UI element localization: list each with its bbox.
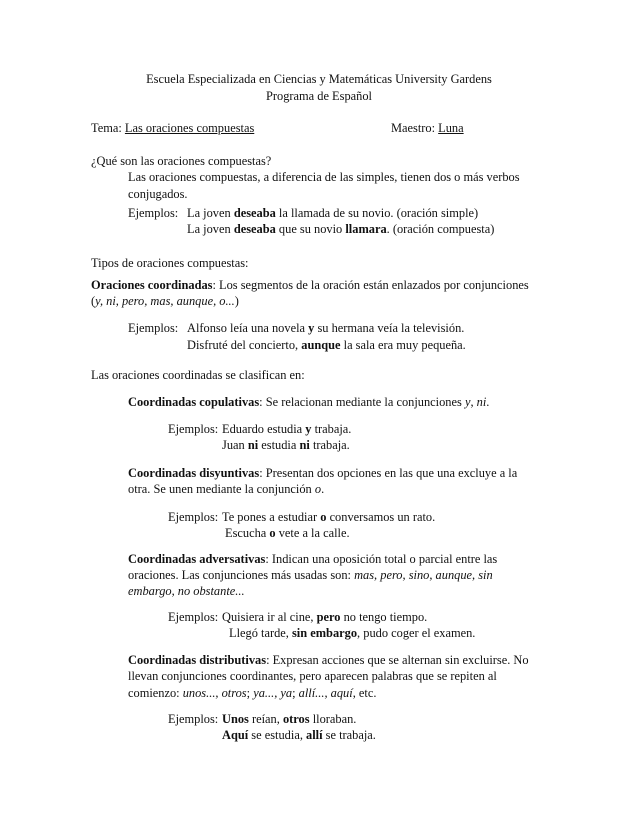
coordinadas-example-2	[187, 338, 466, 353]
ex-bold: sin embargo	[291, 626, 358, 640]
conj: allí..., aquí	[298, 686, 353, 700]
ex-text: , pudo coger el examen.	[357, 626, 476, 640]
conj-list: mas, pero, sino, aunque, sin	[354, 568, 493, 582]
disyuntivas-example-1	[222, 510, 435, 525]
disyuntivas-line2	[128, 482, 324, 497]
paren: )	[234, 294, 239, 308]
coordinadas-desc: : Los segmentos de la oración están enlazados por conjunciones	[212, 278, 529, 292]
ex-text: vete a la calle.	[278, 526, 350, 540]
ex-text: se estudia,	[251, 728, 303, 742]
distributivas-title: Coordinadas distributivas	[128, 653, 267, 667]
adversativas-line3	[128, 584, 245, 599]
classify-title: Las oraciones coordinadas se clasifican en:	[91, 368, 305, 382]
program-text: Programa de Español	[266, 89, 372, 103]
teacher-value: Luna	[438, 121, 464, 135]
ex-text: la llamada de su novio. (oración simple)	[278, 206, 479, 220]
ex-text: no tengo tiempo.	[343, 610, 428, 624]
sep: ;	[246, 686, 251, 700]
ex-text: trabaja.	[312, 438, 350, 452]
ex-bold: ni	[299, 438, 310, 452]
conj: y	[464, 395, 471, 409]
ex-text: la sala era muy pequeña.	[343, 338, 466, 352]
ex-text: La joven	[187, 222, 231, 236]
distributivas-example-2	[222, 728, 376, 743]
ex-bold: Aquí	[222, 728, 249, 742]
ex-text: conversamos un rato.	[329, 510, 436, 524]
coordinadas-conjunctions	[91, 294, 239, 309]
ex-bold: y	[308, 321, 315, 335]
ex-text: . (oración compuesta)	[386, 222, 495, 236]
sep: ,	[470, 395, 474, 409]
topic-line	[91, 121, 254, 136]
disyuntivas-title: Coordinadas disyuntivas	[128, 466, 260, 480]
sep: .	[321, 482, 325, 496]
adversativas-examples-label: Ejemplos:	[168, 610, 219, 624]
teacher-label: Maestro:	[391, 121, 436, 135]
coordinadas-definition	[91, 278, 529, 293]
intro-question: ¿Qué son las oraciones compuestas?	[91, 154, 272, 168]
ex-bold: allí	[306, 728, 323, 742]
line-text: comienzo:	[128, 686, 180, 700]
distributivas-definition	[128, 653, 529, 668]
ex-text: Llegó tarde,	[229, 626, 289, 640]
ex-text: que su novio	[278, 222, 343, 236]
coordinadas-title: Oraciones coordinadas	[91, 278, 213, 292]
disyuntivas-example-2	[225, 526, 350, 541]
line-text: , etc.	[352, 686, 377, 700]
line-text: oraciones. Las conjunciones más usadas son:	[128, 568, 351, 582]
adversativas-line2	[128, 568, 493, 583]
conj-list: embargo, no obstante...	[128, 584, 245, 598]
ex-text: se trabaja.	[325, 728, 376, 742]
ex-bold: aunque	[301, 338, 341, 352]
school-text: Escuela Especializada en Ciencias y Matemáticas University Gardens	[146, 72, 492, 86]
topic-label: Tema:	[91, 121, 122, 135]
disyuntivas-examples-label: Ejemplos:	[168, 510, 219, 524]
coordinadas-example-1	[187, 321, 464, 336]
ex-bold: deseaba	[233, 222, 276, 236]
copulativas-example-1	[222, 422, 351, 437]
conj: o	[314, 482, 322, 496]
sep: .	[486, 395, 490, 409]
ex-bold: deseaba	[233, 206, 276, 220]
types-title: Tipos de oraciones compuestas:	[91, 256, 249, 270]
disyuntivas-definition	[128, 466, 517, 481]
copulativas-title: Coordinadas copulativas	[128, 395, 260, 409]
ex-text: Eduardo estudia	[222, 422, 303, 436]
adversativas-definition	[128, 552, 497, 567]
ex-text: La joven	[187, 206, 231, 220]
distributivas-line2: llevan conjunciones coordinantes, pero aparecen palabras que se repiten al	[128, 669, 497, 683]
conj-list: y, ni, pero, mas, aunque, o...	[95, 294, 235, 308]
teacher-line	[391, 121, 464, 136]
program-name	[0, 89, 638, 104]
adversativas-example-2	[229, 626, 475, 641]
school-name	[0, 72, 638, 87]
ex-bold: ni	[247, 438, 259, 452]
adversativas-desc: : Indican una oposición total o parcial entre las	[265, 552, 498, 566]
ex-text: reían,	[251, 712, 280, 726]
ex-text: lloraban.	[312, 712, 357, 726]
ex-bold: o	[320, 510, 327, 524]
conj: ya..., ya	[253, 686, 293, 700]
adversativas-title: Coordinadas adversativas	[128, 552, 266, 566]
ex-text: estudia	[261, 438, 297, 452]
ex-text: Escucha	[225, 526, 267, 540]
intro-example-2	[187, 222, 494, 237]
disyuntivas-desc: : Presentan dos opciones en las que una excluye a la	[259, 466, 518, 480]
distributivas-line3	[128, 686, 376, 701]
adversativas-example-1	[222, 610, 427, 625]
sep: ;	[292, 686, 296, 700]
conj: unos..., otros	[182, 686, 247, 700]
ex-text: Disfruté del concierto,	[187, 338, 299, 352]
distributivas-examples-label: Ejemplos:	[168, 712, 219, 726]
intro-answer-line2: conjugados.	[128, 187, 188, 201]
intro-example-1	[187, 206, 478, 221]
ex-bold: y	[305, 422, 312, 436]
ex-bold: llamara	[345, 222, 387, 236]
copulativas-definition	[128, 395, 489, 410]
ex-bold: pero	[316, 610, 341, 624]
ex-text: Quisiera ir al cine,	[222, 610, 314, 624]
topic-value: Las oraciones compuestas	[124, 121, 255, 135]
ex-text: Juan	[222, 438, 245, 452]
intro-examples-label: Ejemplos:	[128, 206, 179, 220]
ex-text: trabaja.	[314, 422, 352, 436]
copulativas-desc: : Se relacionan mediante la conjunciones	[259, 395, 462, 409]
distributivas-desc: : Expresan acciones que se alternan sin excluirse. No	[266, 653, 529, 667]
ex-bold: otros	[282, 712, 310, 726]
coordinadas-examples-label: Ejemplos:	[128, 321, 179, 335]
ex-text: Te pones a estudiar	[222, 510, 318, 524]
copulativas-examples-label: Ejemplos:	[168, 422, 219, 436]
ex-bold: o	[269, 526, 276, 540]
line-text: otra. Se unen mediante la conjunción	[128, 482, 312, 496]
paren: (	[91, 294, 96, 308]
conj: ni	[476, 395, 487, 409]
distributivas-example-1	[222, 712, 356, 727]
ex-bold: Unos	[222, 712, 249, 726]
intro-answer-line1: Las oraciones compuestas, a diferencia de las simples, tienen dos o más verbos	[128, 170, 520, 184]
ex-text: Alfonso leía una novela	[187, 321, 306, 335]
copulativas-example-2	[222, 438, 350, 453]
ex-text: su hermana veía la televisión.	[317, 321, 465, 335]
